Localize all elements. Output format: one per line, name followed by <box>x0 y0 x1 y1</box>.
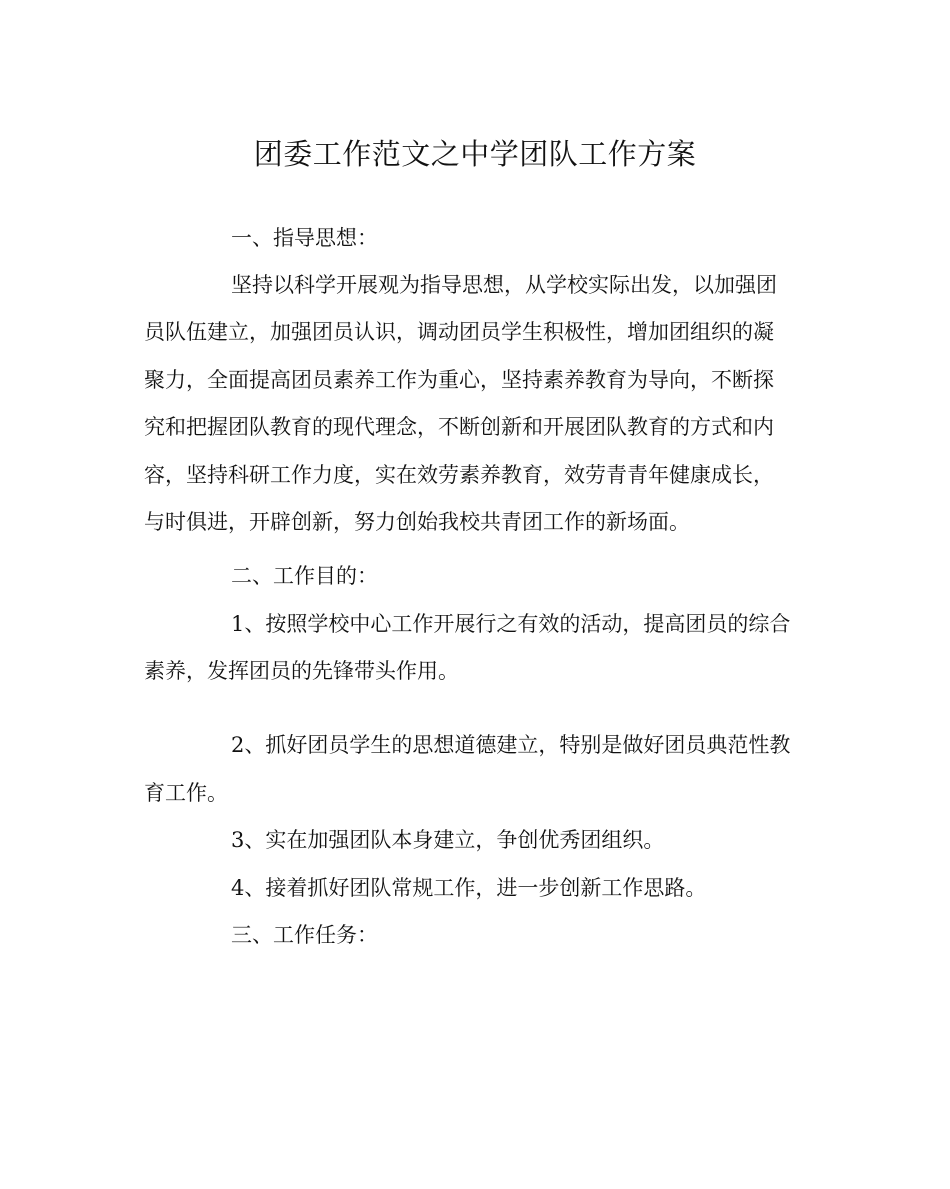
goal-item-1-line: 1、按照学校中心工作开展行之有效的活动，提高团员的综合 <box>231 612 791 636</box>
section-heading-work-goals: 二、工作目的： <box>231 564 378 588</box>
goal-item-2-line: 2、抓好团员学生的思想道德建立，特别是做好团员典范性教 <box>231 733 791 757</box>
goal-item-2-line: 育工作。 <box>144 781 228 805</box>
goal-item-3: 3、实在加强团队本身建立，争创优秀团组织。 <box>231 828 665 852</box>
paragraph-line: 究和把握团队教育的现代理念，不断创新和开展团队教育的方式和内 <box>144 415 774 439</box>
section-heading-work-tasks: 三、工作任务： <box>231 923 378 947</box>
paragraph-line: 员队伍建立，加强团员认识，调动团员学生积极性，增加团组织的凝 <box>144 320 774 344</box>
section-heading-guiding-thought: 一、指导思想： <box>231 226 378 250</box>
paragraph-line: 聚力，全面提高团员素养工作为重心，坚持素养教育为导向，不断探 <box>144 368 774 392</box>
goal-item-1-line: 素养，发挥团员的先锋带头作用。 <box>144 659 459 683</box>
paragraph-line: 与时俱进，开辟创新，努力创始我校共青团工作的新场面。 <box>144 510 690 534</box>
paragraph-line: 坚持以科学开展观为指导思想，从学校实际出发，以加强团 <box>231 273 777 297</box>
paragraph-line: 容，坚持科研工作力度，实在效劳素养教育，效劳青青年健康成长， <box>144 463 774 487</box>
document-title: 团委工作范文之中学团队工作方案 <box>253 137 697 171</box>
goal-item-4: 4、接着抓好团队常规工作，进一步创新工作思路。 <box>231 876 707 900</box>
